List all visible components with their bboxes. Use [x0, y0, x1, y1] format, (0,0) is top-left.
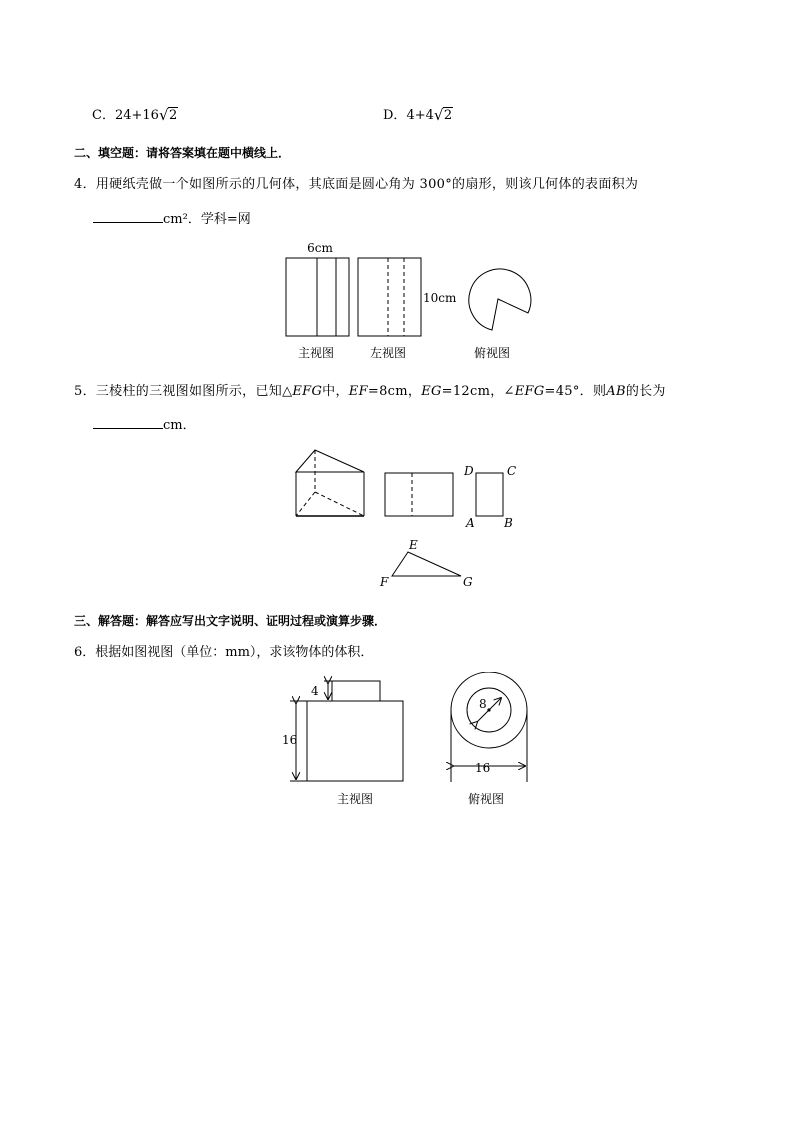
q5-answer-line: [93, 416, 196, 434]
q6-body-height: 16: [282, 733, 298, 747]
q6-top-caption: 俯视图: [467, 792, 505, 806]
option-c-radicand: 2: [168, 108, 178, 123]
q5-text-b: 中，: [322, 384, 349, 399]
q5-eg: EG: [421, 384, 442, 399]
sqrt-sign: √ 2: [433, 106, 453, 124]
q5-ef: EF: [348, 384, 368, 399]
q5-ab: AB: [606, 384, 626, 399]
q5-prism-view: [296, 450, 364, 516]
q5-triangle-efg: [392, 552, 461, 576]
option-d: [383, 108, 453, 124]
q5-number: 5．: [74, 384, 96, 399]
sqrt-sign: √ 2: [158, 106, 178, 124]
q5-front-view: [385, 473, 453, 516]
q4-unit: cm²．学科=网: [163, 212, 251, 227]
q5-unit: cm．: [163, 418, 196, 433]
q5-label-c: C: [507, 464, 517, 478]
option-c-expr: 24+16: [114, 108, 159, 123]
q6-front-view: [307, 681, 403, 781]
q5-text-a: 三棱柱的三视图如图所示，已知△: [95, 384, 293, 399]
q5-text-e: =45°．则: [544, 384, 607, 399]
q4-top-caption: 俯视图: [473, 346, 511, 360]
q5-label-g: G: [463, 575, 473, 589]
q5-efg: EFG: [292, 384, 323, 399]
q6-inner-diameter: 8: [479, 697, 487, 711]
q6-body: 根据如图视图（单位：mm），求该物体的体积．: [95, 645, 374, 660]
q4-body: 用硬纸壳做一个如图所示的几何体，其底面是圆心角为 300°的扇形，则该几何体的表面积为: [95, 177, 639, 192]
q4-answer-line: [93, 210, 251, 228]
option-c: [92, 108, 178, 124]
section3-heading: 三、解答题：解答应写出文字说明、证明过程或演算步骤．: [74, 614, 387, 628]
q6-outer-diameter: 16: [475, 761, 491, 775]
q4-front-caption: 主视图: [297, 346, 335, 360]
section2-heading: 二、填空题：请将答案填在题中横线上．: [74, 146, 291, 160]
q4-height-label: 10cm: [423, 291, 457, 305]
option-d-expr: 4+4: [406, 108, 434, 123]
q4-front-view: [286, 258, 349, 336]
q4-left-caption: 左视图: [369, 346, 407, 360]
answer-blank[interactable]: [93, 416, 163, 429]
q5-label-b: B: [504, 516, 513, 530]
q6-text: [74, 645, 373, 661]
q5-text: [74, 384, 666, 400]
q5-efg2: EFG: [514, 384, 545, 399]
q4-figure: [270, 236, 550, 364]
q5-text-f: 的长为: [625, 384, 666, 399]
q5-label-f: F: [380, 575, 389, 589]
q6-front-caption: 主视图: [336, 792, 374, 806]
q6-number: 6．: [74, 645, 96, 660]
q5-label-d: D: [464, 464, 474, 478]
q5-side-view: [476, 473, 503, 516]
q5-figure: [288, 444, 528, 592]
q6-figure: [278, 672, 538, 812]
option-c-letter: C．: [92, 108, 115, 123]
option-d-letter: D．: [383, 108, 407, 123]
q5-label-a: A: [466, 516, 475, 530]
q4-width-label: 6cm: [307, 241, 333, 255]
q6-top-height: 4: [311, 684, 319, 698]
option-d-radicand: 2: [443, 108, 453, 123]
q4-left-view: [358, 258, 421, 336]
answer-blank[interactable]: [93, 210, 163, 223]
q4-top-view-sector: [469, 269, 531, 330]
q5-label-e: E: [409, 538, 418, 552]
q6-center-dot: [487, 708, 490, 711]
q4-number: 4．: [74, 177, 96, 192]
q4-text: [74, 177, 638, 193]
q5-text-d: =12cm，∠: [441, 384, 515, 399]
q5-text-c: =8cm，: [367, 384, 422, 399]
